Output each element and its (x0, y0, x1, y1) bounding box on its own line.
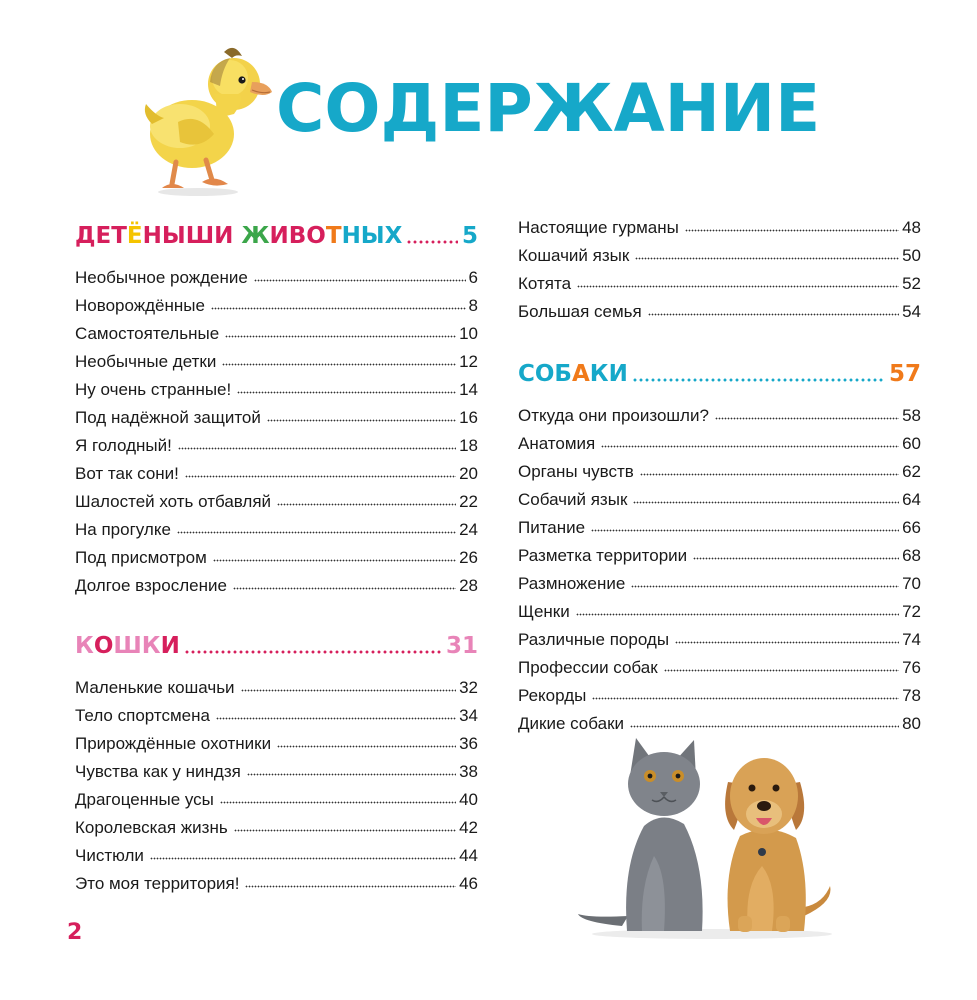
dot-leader (577, 285, 899, 288)
dot-leader (591, 529, 899, 532)
toc-item[interactable] (518, 292, 921, 320)
toc-item[interactable] (75, 482, 478, 510)
toc-item[interactable] (518, 452, 921, 480)
dot-leader (685, 229, 899, 232)
title-part: А (571, 361, 590, 387)
toc-item-title: Прирождённые охотники (75, 734, 272, 753)
dot-leader (693, 557, 899, 560)
toc-item-page: 26 (459, 548, 478, 567)
toc-item[interactable] (75, 724, 478, 752)
toc-item-title: Большая семья (518, 302, 642, 321)
dot-leader (222, 363, 456, 366)
dot-leader (245, 885, 456, 888)
title-part: К (75, 633, 94, 659)
toc-item[interactable] (518, 592, 921, 620)
toc-item-page: 66 (902, 518, 921, 537)
toc-item[interactable] (75, 780, 478, 808)
dot-leader (185, 475, 456, 478)
page-number: 2 (67, 920, 83, 945)
toc-item-title: Чистюли (75, 846, 144, 865)
title-part: ШК (113, 633, 161, 659)
toc-item-title: Драгоценные усы (75, 790, 214, 809)
toc-item-title: Маленькие кошачьи (75, 678, 235, 697)
toc-section-baby-animals[interactable] (75, 208, 478, 248)
toc-item[interactable] (75, 808, 478, 836)
toc-item-title: Я голодный! (75, 436, 172, 455)
dot-leader (177, 531, 456, 534)
toc-item[interactable] (75, 398, 478, 426)
toc-item[interactable] (75, 510, 478, 538)
dot-leader (184, 650, 442, 654)
toc-item-page: 70 (902, 574, 921, 593)
toc-item-page: 62 (902, 462, 921, 481)
toc-item-title: Разметка территории (518, 546, 688, 565)
toc-item-title: Дикие собаки (518, 714, 625, 733)
toc-item-page: 32 (459, 678, 478, 697)
toc-item-page: 38 (459, 762, 478, 781)
toc-item-page: 80 (902, 714, 921, 733)
dot-leader (635, 257, 899, 260)
toc-item-page: 12 (459, 352, 478, 371)
toc-item[interactable] (518, 648, 921, 676)
toc-item[interactable] (518, 208, 921, 236)
dot-leader (216, 717, 456, 720)
toc-item-title: Необычное рождение (75, 268, 248, 287)
dot-leader (715, 417, 899, 420)
toc-item-page: 42 (459, 818, 478, 837)
toc-item[interactable] (518, 424, 921, 452)
toc-item-page: 24 (459, 520, 478, 539)
toc-item-page: 44 (459, 846, 478, 865)
toc-item[interactable] (75, 314, 478, 342)
toc-item-page: 40 (459, 790, 478, 809)
dot-leader (633, 501, 899, 504)
toc-item-page: 10 (459, 324, 478, 343)
toc-item-title: Под надёжной защитой (75, 408, 261, 427)
toc-item-page: 52 (902, 274, 921, 293)
dot-leader (233, 587, 456, 590)
toc-item-title: Это моя территория! (75, 874, 240, 893)
toc-item-title: Настоящие гурманы (518, 218, 679, 237)
toc-section-cats[interactable] (75, 618, 478, 658)
toc-item-page: 22 (459, 492, 478, 511)
toc-item[interactable] (75, 668, 478, 696)
title-part: Ж (241, 223, 270, 249)
dot-leader (234, 829, 456, 832)
toc-item-title: Под присмотром (75, 548, 207, 567)
dot-leader (631, 585, 899, 588)
dot-leader (247, 773, 456, 776)
toc-section-dogs[interactable] (518, 346, 921, 386)
toc-item[interactable] (75, 286, 478, 314)
toc-item-page: 36 (459, 734, 478, 753)
dot-leader (211, 307, 466, 310)
toc-item-page: 14 (459, 380, 478, 399)
toc-item-page: 6 (468, 268, 478, 287)
toc-item[interactable] (518, 396, 921, 424)
dot-leader (213, 559, 456, 562)
dot-leader (225, 335, 456, 338)
toc-item-title: Органы чувств (518, 462, 634, 481)
cat-and-dog-photo (572, 726, 842, 941)
dot-leader (406, 240, 458, 244)
dot-leader (601, 445, 899, 448)
dot-leader (267, 419, 456, 422)
toc-item[interactable] (75, 864, 478, 892)
dot-leader (220, 801, 456, 804)
toc-item[interactable] (518, 236, 921, 264)
toc-item[interactable] (75, 752, 478, 780)
title-part: НЫШИ (142, 223, 242, 249)
section-title (518, 363, 628, 386)
toc-item-title: Самостоятельные (75, 324, 220, 343)
dot-leader (664, 669, 899, 672)
title-part: НЫХ (341, 223, 403, 249)
toc-item[interactable] (75, 426, 478, 454)
toc-item-title: Котята (518, 274, 572, 293)
title-part: Т (325, 223, 342, 249)
dot-leader (277, 503, 456, 506)
toc-item-title: Вот так сони! (75, 464, 179, 483)
toc-item-title: Анатомия (518, 434, 596, 453)
dot-leader (277, 745, 456, 748)
section-title (75, 635, 180, 658)
toc-item[interactable] (75, 370, 478, 398)
dot-leader (576, 613, 899, 616)
toc-item-title: На прогулке (75, 520, 171, 539)
toc-item-title: Новорождённые (75, 296, 205, 315)
dot-leader (640, 473, 899, 476)
toc-column-left (75, 208, 478, 892)
page-title: СОДЕРЖАНИЕ (276, 70, 821, 147)
toc-item[interactable] (518, 480, 921, 508)
section-gap (518, 320, 921, 346)
title-part: СОБ (518, 361, 572, 387)
toc-item[interactable] (518, 620, 921, 648)
toc-item-title: Ну очень странные! (75, 380, 232, 399)
toc-item[interactable] (75, 836, 478, 864)
toc-item-title: Королевская жизнь (75, 818, 228, 837)
toc-item-page: 18 (459, 436, 478, 455)
title-part: КИ (589, 361, 628, 387)
toc-item-page: 68 (902, 546, 921, 565)
toc-item-page: 60 (902, 434, 921, 453)
toc-item-page: 64 (902, 490, 921, 509)
toc-item[interactable] (518, 676, 921, 704)
toc-item-page: 16 (459, 408, 478, 427)
dot-leader (254, 279, 466, 282)
toc-item-title: Профессии собак (518, 658, 658, 677)
toc-item-title: Питание (518, 518, 586, 537)
toc-item[interactable] (75, 696, 478, 724)
toc-list-cats (75, 668, 478, 892)
title-part: И (160, 633, 180, 659)
toc-item-title: Кошачий язык (518, 246, 630, 265)
section-gap (75, 594, 478, 618)
toc-item-page: 76 (902, 658, 921, 677)
dot-leader (592, 697, 899, 700)
toc-item[interactable] (75, 566, 478, 594)
toc-item-page: 72 (902, 602, 921, 621)
toc-item-title: Тело спортсмена (75, 706, 210, 725)
toc-item[interactable] (75, 538, 478, 566)
toc-item-page: 50 (902, 246, 921, 265)
toc-column-right (518, 208, 921, 732)
toc-item[interactable] (75, 258, 478, 286)
toc-item-title: Различные породы (518, 630, 670, 649)
toc-item-page: 48 (902, 218, 921, 237)
toc-item-page: 20 (459, 464, 478, 483)
toc-item[interactable] (75, 454, 478, 482)
toc-item[interactable] (518, 564, 921, 592)
section-page: 5 (461, 223, 478, 249)
toc-item-page: 58 (902, 406, 921, 425)
dot-leader (675, 641, 899, 644)
dot-leader (648, 313, 899, 316)
toc-item[interactable] (518, 536, 921, 564)
toc-list-cats-continued (518, 208, 921, 320)
section-title (75, 225, 402, 248)
toc-item-title: Собачий язык (518, 490, 628, 509)
section-page: 57 (888, 361, 921, 387)
toc-item-title: Необычные детки (75, 352, 217, 371)
toc-list-dogs (518, 396, 921, 732)
toc-item-page: 54 (902, 302, 921, 321)
toc-item-title: Щенки (518, 602, 570, 621)
toc-item-page: 46 (459, 874, 478, 893)
toc-item-title: Долгое взросление (75, 576, 227, 595)
title-part: ИВО (269, 223, 326, 249)
toc-item-title: Размножение (518, 574, 626, 593)
dot-leader (178, 447, 456, 450)
toc-item-title: Шалостей хоть отбавляй (75, 492, 272, 511)
duckling-photo (140, 42, 275, 197)
title-part: ДЕТ (75, 223, 127, 249)
dot-leader (150, 857, 456, 860)
toc-item-title: Откуда они произошли? (518, 406, 709, 425)
section-page: 31 (445, 633, 478, 659)
toc-item-page: 74 (902, 630, 921, 649)
dot-leader (632, 378, 885, 382)
toc-item-page: 28 (459, 576, 478, 595)
toc-item-title: Рекорды (518, 686, 587, 705)
dot-leader (237, 391, 456, 394)
toc-item[interactable] (75, 342, 478, 370)
toc-item-page: 34 (459, 706, 478, 725)
toc-item-title: Чувства как у ниндзя (75, 762, 241, 781)
toc-item[interactable] (518, 508, 921, 536)
title-part: Ё (126, 223, 143, 249)
title-part: О (93, 633, 114, 659)
toc-list-baby-animals (75, 258, 478, 594)
dot-leader (241, 689, 457, 692)
toc-item[interactable] (518, 264, 921, 292)
toc-item-page: 8 (468, 296, 478, 315)
toc-item-page: 78 (902, 686, 921, 705)
